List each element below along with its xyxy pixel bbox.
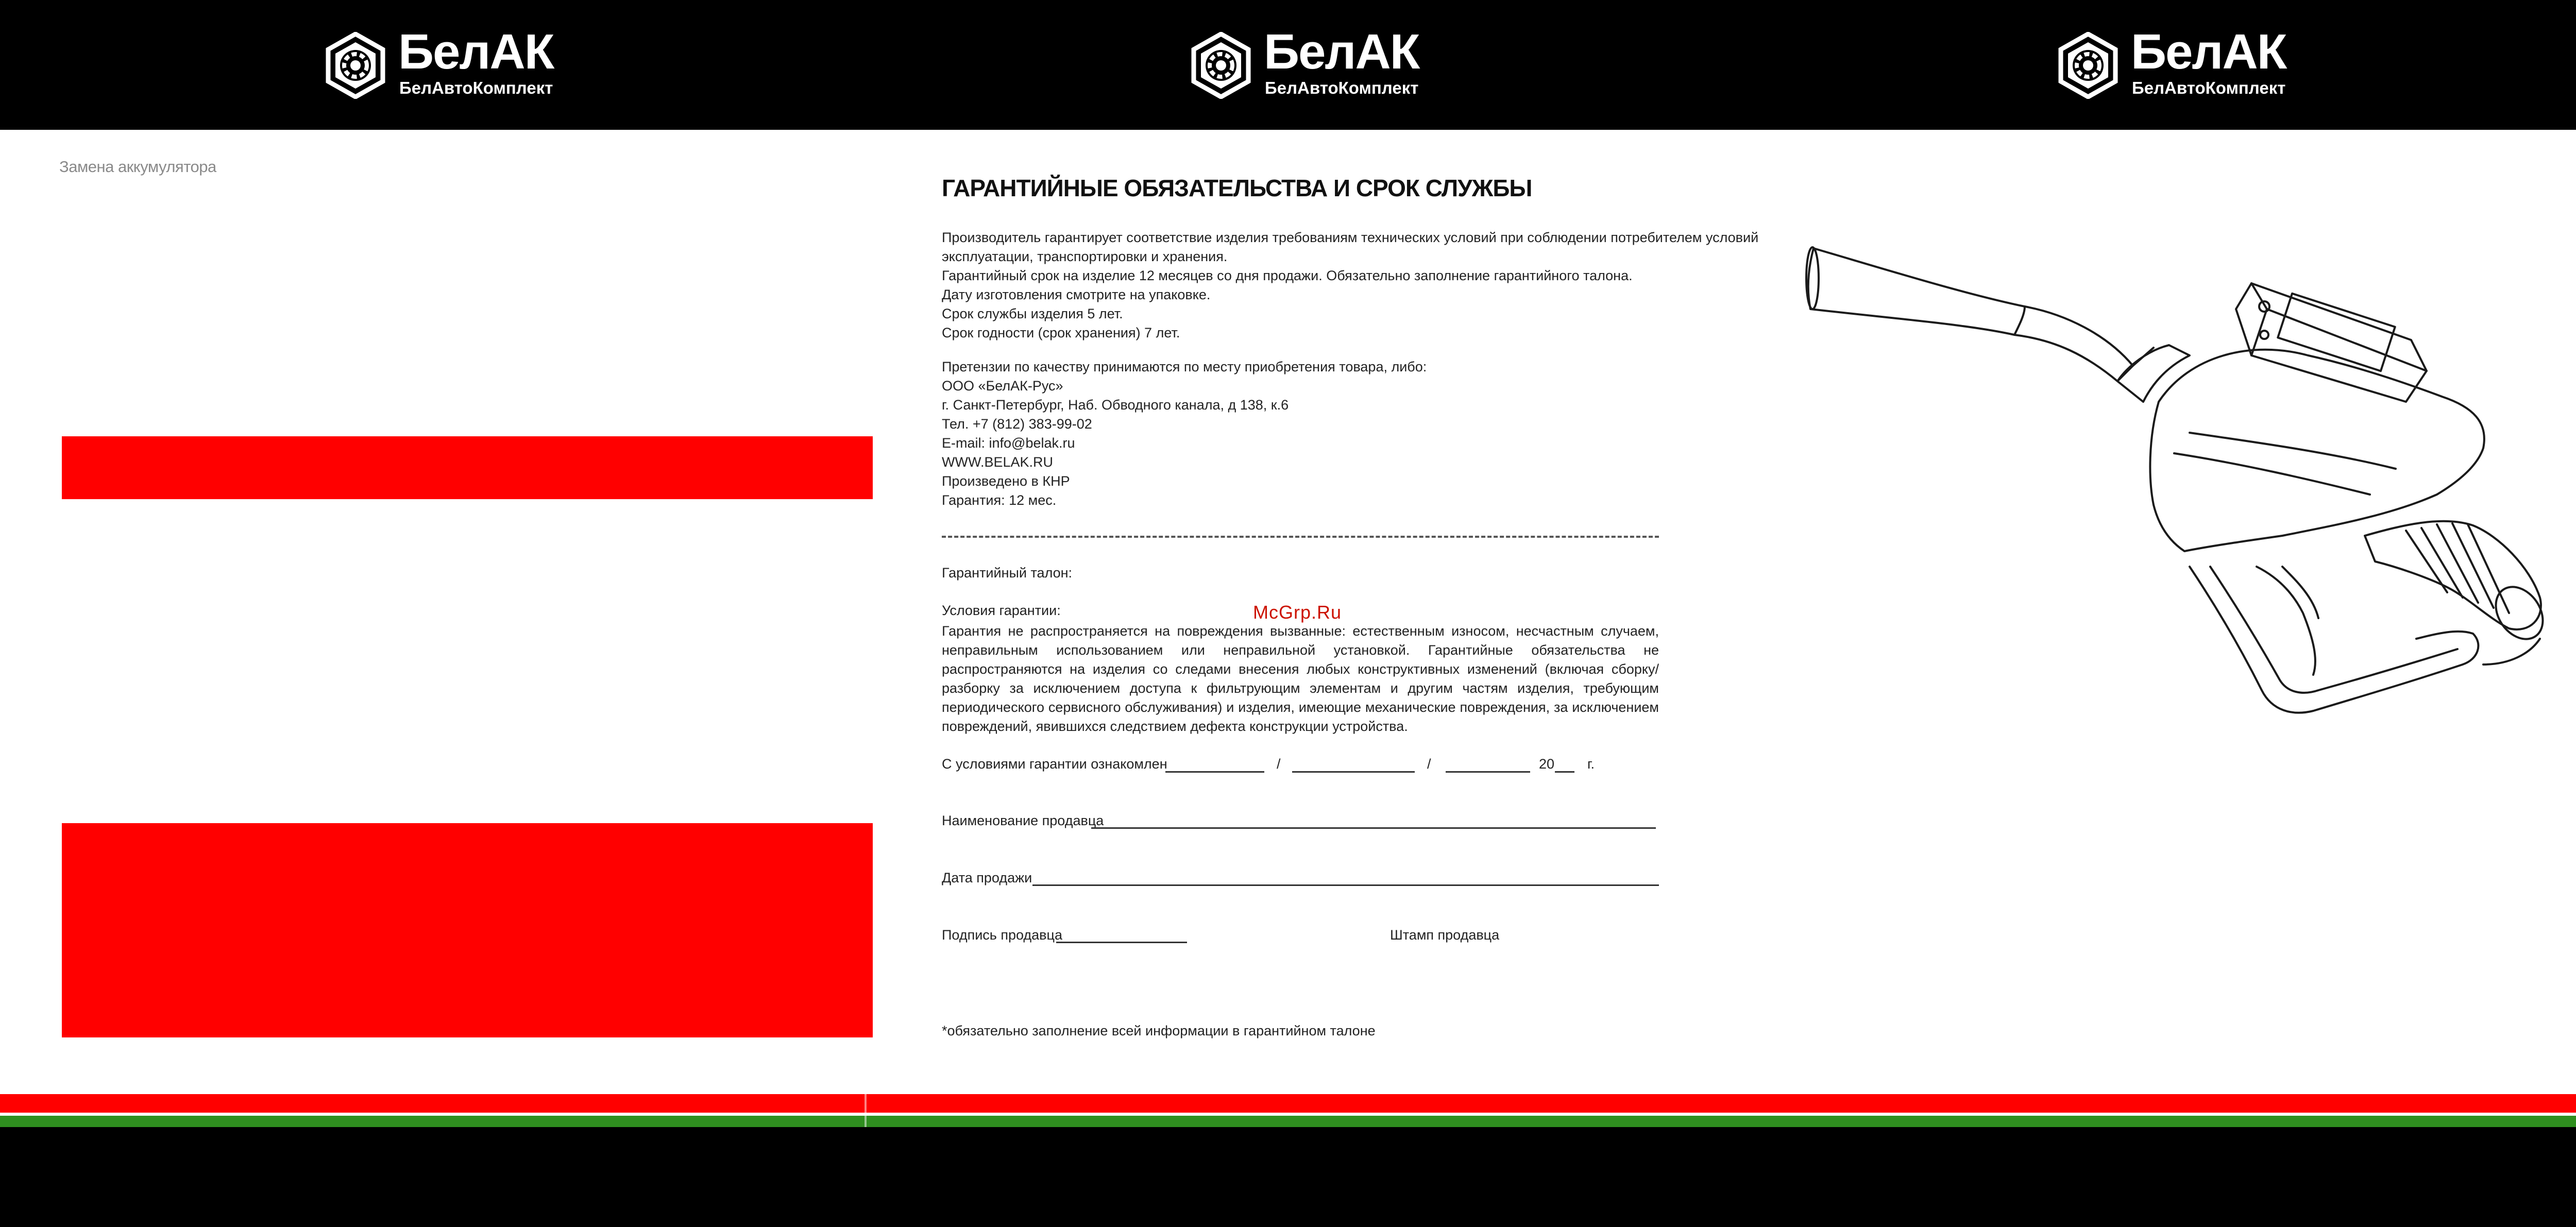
- footer-bar: [0, 1127, 2576, 1227]
- intro-line: Гарантийный срок на изделие 12 месяцев со дня продажи. Обязательно заполнение гарантийного талона.: [942, 268, 1633, 283]
- seller-name-field[interactable]: [1091, 827, 1656, 829]
- contact-line: г. Санкт-Петербург, Наб. Обводного канала, д 138, к.6: [942, 397, 1289, 413]
- coupon-label: Гарантийный талон:: [942, 565, 1073, 581]
- conditions-label: Условия гарантии:: [942, 603, 1061, 618]
- footnote: *обязательно заполнение всей информации в гарантийном талоне: [942, 1023, 1376, 1038]
- intro-line: эксплуатации, транспортировки и хранения.: [942, 249, 1228, 264]
- day-field[interactable]: [1165, 771, 1264, 773]
- signature-field[interactable]: [1446, 771, 1530, 773]
- green-stripe: [0, 1116, 2576, 1127]
- brand-subtitle: БелАвтоКомплект: [1265, 78, 1419, 97]
- fuel-nozzle-illustration: [1798, 237, 2550, 747]
- conditions-text: Гарантия не распространяется на повреждения вызванные: естественным износом, несчастным случаем, неправильным использованием или неправильной установкой. Гарантийные обязательства не распространяются на изделия со следами внесения любых конструктивных изменений (включая сборку/разборку за исключением доступа к фильтрующим элементам и другим частям изделия, требующим периодического сервисного обслуживания) и изделия, имеющие механические повреждения, за исключением повреждений, явившихся следствием дефекта конструкции устройства.: [942, 623, 1659, 734]
- cut-line: [942, 536, 1659, 538]
- warranty-intro: [942, 228, 1759, 343]
- seller-signature-label: Подпись продавца: [942, 927, 1063, 943]
- contact-line: Гарантия: 12 мес.: [942, 492, 1057, 508]
- red-block: [62, 436, 873, 499]
- sale-date-label: Дата продажи: [942, 870, 1032, 885]
- intro-line: Срок годности (срок хранения) 7 лет.: [942, 325, 1180, 340]
- slash: /: [1277, 756, 1281, 772]
- brand-subtitle: БелАвтоКомплект: [2132, 78, 2286, 97]
- intro-line: Производитель гарантирует соответствие изделия требованиям технических условий при соблюдении потребителем условий: [942, 230, 1759, 245]
- intro-line: Срок службы изделия 5 лет.: [942, 306, 1123, 321]
- left-page-title: Замена аккумулятора: [59, 158, 216, 176]
- year-prefix: 20: [1539, 756, 1555, 772]
- agree-label: С условиями гарантии ознакомлен: [942, 756, 1167, 772]
- hexagon-gear-icon: [2055, 32, 2122, 99]
- warranty-title: ГАРАНТИЙНЫЕ ОБЯЗАТЕЛЬСТВА И СРОК СЛУЖБЫ: [942, 175, 1532, 201]
- contact-line: Произведено в КНР: [942, 473, 1070, 489]
- page-fold: [865, 1094, 867, 1127]
- brand-name: БелАК: [1264, 24, 1419, 79]
- month-field[interactable]: [1292, 771, 1415, 773]
- contact-line: E-mail: info@belak.ru: [942, 435, 1075, 451]
- contact-line: ООО «БелАК-Рус»: [942, 378, 1063, 394]
- intro-line: Дату изготовления смотрите на упаковке.: [942, 287, 1211, 302]
- contact-line: Претензии по качеству принимаются по месту приобретения товара, либо:: [942, 359, 1427, 374]
- contact-line: WWW.BELAK.RU: [942, 454, 1054, 470]
- slash: /: [1427, 756, 1431, 772]
- brand-name: БелАК: [398, 24, 554, 79]
- hexagon-gear-icon: [322, 32, 389, 99]
- seller-signature-field[interactable]: [1056, 942, 1187, 943]
- red-stripe: [0, 1094, 2576, 1113]
- watermark: McGrp.Ru: [1253, 602, 1342, 623]
- contact-line: Тел. +7 (812) 383-99-02: [942, 416, 1092, 432]
- year-field[interactable]: [1555, 771, 1574, 773]
- warranty-contacts: [942, 357, 1659, 510]
- red-block: [62, 823, 873, 1037]
- stamp-label: Штамп продавца: [1390, 927, 1500, 943]
- brand-name: БелАК: [2131, 24, 2286, 79]
- hexagon-gear-icon: [1188, 32, 1255, 99]
- year-suffix: г.: [1587, 756, 1595, 772]
- brand-subtitle: БелАвтоКомплект: [399, 78, 553, 97]
- sale-date-field[interactable]: [1032, 884, 1659, 886]
- seller-name-label: Наименование продавца: [942, 813, 1104, 828]
